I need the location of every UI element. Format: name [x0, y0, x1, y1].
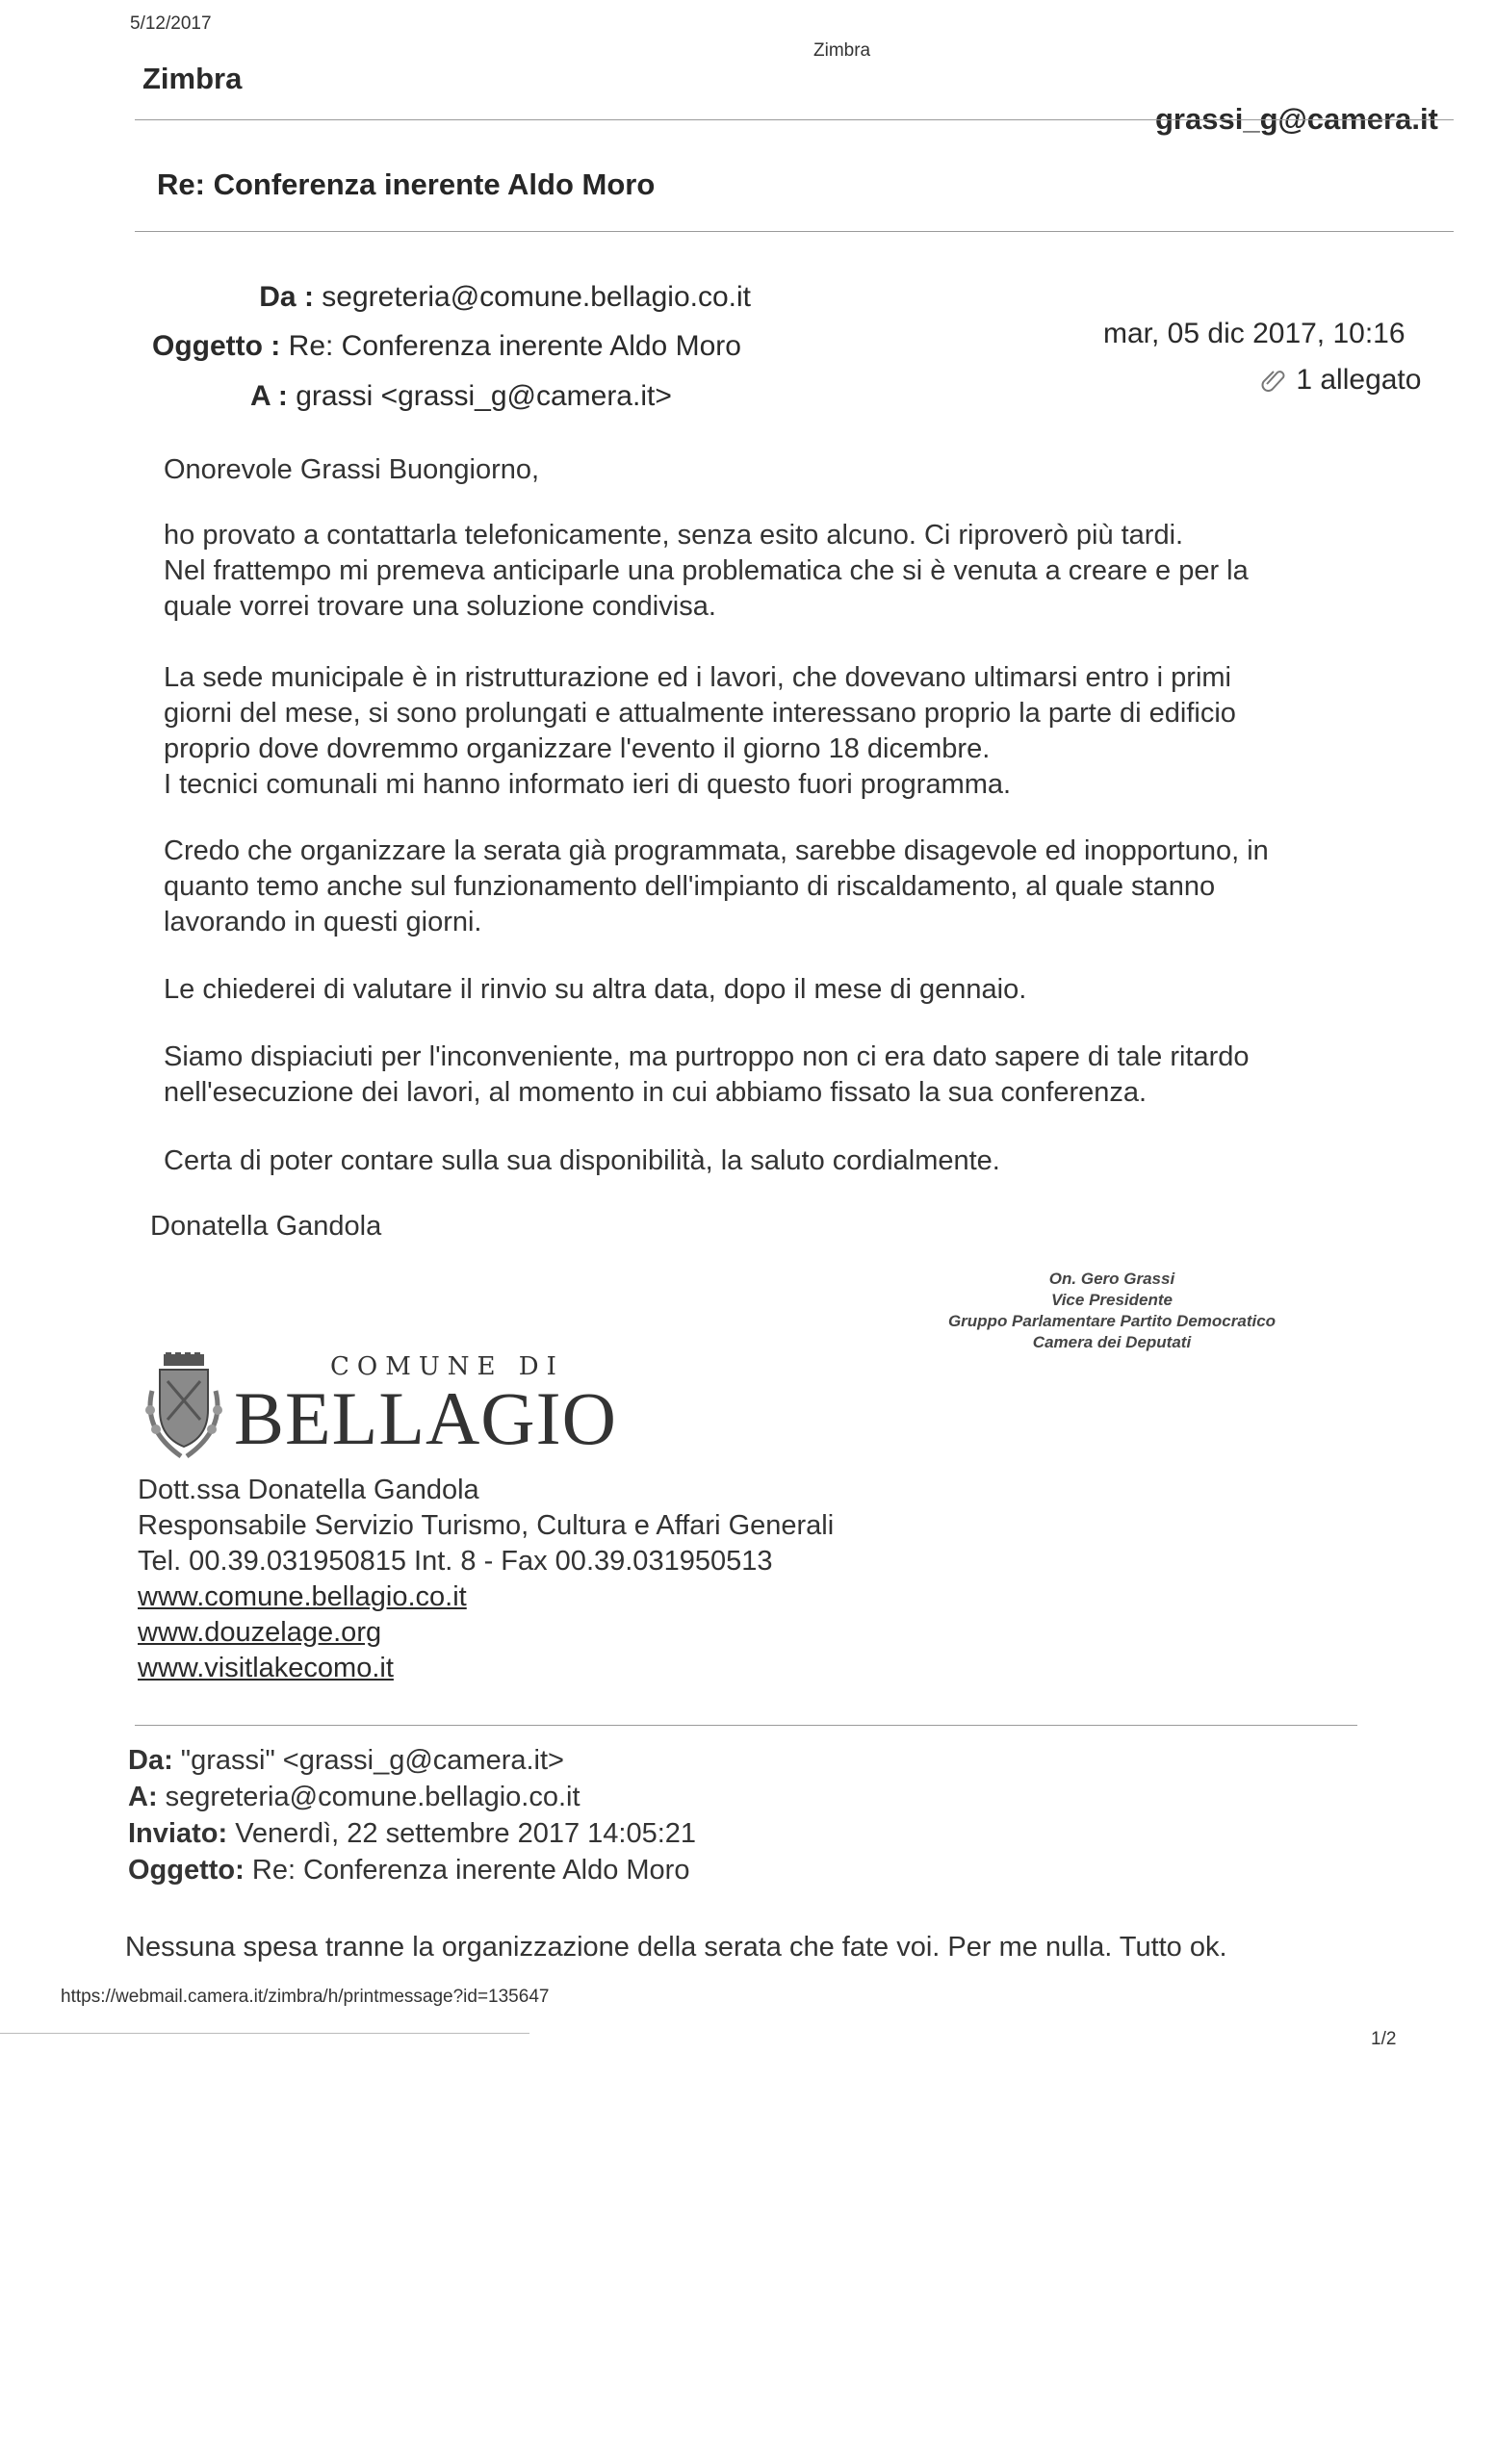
paragraph-line: Siamo dispiaciuti per l'inconveniente, ma purtroppo non ci era dato sapere di tale ritardo	[164, 1041, 1250, 1072]
logo-comune-di: COMUNE DI	[330, 1352, 564, 1381]
paragraph-line: quanto temo anche sul funzionamento dell'impianto di riscaldamento, al quale stanno	[164, 871, 1216, 902]
stamp-line: Vice Presidente	[1051, 1291, 1173, 1309]
paragraph-line: quale vorrei trovare una soluzione condivisa.	[164, 591, 716, 622]
print-date: 5/12/2017	[130, 13, 212, 34]
link-visitlakecomo[interactable]: www.visitlakecomo.it	[138, 1653, 394, 1683]
paragraph-line: La sede municipale è in ristrutturazione ed i lavori, che dovevano ultimarsi entro i primi	[164, 662, 1231, 693]
stamp-line: Camera dei Deputati	[1032, 1333, 1192, 1351]
quoted-subject-value: Re: Conferenza inerente Aldo Moro	[251, 1855, 690, 1886]
paragraph-line: Le chiederei di valutare il rinvio su altra data, dopo il mese di gennaio.	[164, 974, 1027, 1005]
logo-bellagio: BELLAGIO	[234, 1376, 617, 1460]
quoted-sent-label: Inviato:	[128, 1818, 228, 1849]
quoted-subject-label: Oggetto:	[128, 1855, 245, 1886]
quoted-to-label: A:	[128, 1782, 158, 1812]
signature-phone: Tel. 00.39.031950815 Int. 8 - Fax 00.39.031950513	[138, 1546, 773, 1577]
message-subject: Re: Conferenza inerente Aldo Moro	[157, 167, 656, 201]
app-name: Zimbra	[142, 62, 243, 95]
page-number: 1/2	[1371, 2029, 1397, 2049]
attachment-count: 1 allegato	[1296, 364, 1422, 396]
paragraph-4	[164, 972, 1348, 1008]
print-url: https://webmail.camera.it/zimbra/h/printmessage?id=135647	[61, 1987, 550, 2007]
quoted-to-value: segreteria@comune.bellagio.co.it	[165, 1782, 580, 1812]
quoted-sent-row	[128, 1815, 696, 1852]
header-divider	[135, 119, 1454, 120]
paragraph-line: ho provato a contattarla telefonicamente, senza esito alcuno. Ci riproverò più tardi.	[164, 520, 1184, 551]
link-comune-bellagio[interactable]: www.comune.bellagio.co.it	[138, 1581, 467, 1612]
greeting-text: Onorevole Grassi Buongiorno,	[164, 454, 540, 485]
quote-divider	[135, 1725, 1357, 1726]
parliament-stamp	[886, 1269, 1338, 1353]
signoff-name: Donatella Gandola	[150, 1211, 382, 1242]
paragraph-line: Certa di poter contare sulla sua disponibilità, la saluto cordialmente.	[164, 1145, 1000, 1176]
from-label: Da :	[259, 281, 314, 313]
stamp-line: On. Gero Grassi	[1048, 1270, 1175, 1288]
account-address: grassi_g@camera.it	[1155, 102, 1438, 136]
quoted-from-value: "grassi" <grassi_g@camera.it>	[180, 1745, 564, 1776]
paragraph-line: I tecnici comunali mi hanno informato ieri di questo fuori programma.	[164, 769, 1012, 800]
paragraph-line: lavorando in questi giorni.	[164, 907, 482, 937]
from-row	[259, 281, 751, 314]
signature-role: Responsabile Servizio Turismo, Cultura e Affari Generali	[138, 1510, 835, 1541]
to-value: grassi <grassi_g@camera.it>	[296, 380, 672, 412]
paragraph-5	[164, 1040, 1348, 1111]
paragraph-2	[164, 660, 1348, 803]
subject-label: Oggetto :	[152, 330, 281, 362]
subject-value: Re: Conferenza inerente Aldo Moro	[288, 330, 741, 362]
quoted-from-row	[128, 1742, 696, 1779]
quoted-subject-row	[128, 1852, 696, 1888]
to-row	[250, 380, 672, 413]
paragraph-1	[164, 518, 1348, 625]
attachment-row[interactable]	[1261, 364, 1421, 397]
greeting	[164, 452, 1348, 488]
quoted-to-row	[128, 1779, 696, 1815]
paragraph-line: nell'esecuzione dei lavori, al momento in cui abbiamo fissato la sua conferenza.	[164, 1077, 1148, 1108]
paragraph-line: Credo che organizzare la serata già programmata, sarebbe disagevole ed inopportuno, in	[164, 835, 1269, 866]
signoff	[150, 1209, 1334, 1245]
quoted-headers	[128, 1742, 696, 1888]
quoted-body: Nessuna spesa tranne la organizzazione della serata che fate voi. Per me nulla. Tutto ok.	[125, 1932, 1227, 1963]
comune-bellagio-logo	[142, 1352, 617, 1468]
signature-block	[138, 1473, 834, 1686]
paragraph-6	[164, 1143, 1348, 1179]
paragraph-line: Nel frattempo mi premeva anticiparle una problematica che si è venuta a creare e per la	[164, 555, 1249, 586]
paragraph-3	[164, 834, 1348, 940]
link-douzelage[interactable]: www.douzelage.org	[138, 1617, 382, 1648]
footer-divider	[0, 2033, 529, 2034]
paperclip-icon	[1261, 364, 1296, 396]
subject-divider	[135, 231, 1454, 232]
paragraph-line: proprio dove dovremmo organizzare l'evento il giorno 18 dicembre.	[164, 733, 991, 764]
signature-name: Dott.ssa Donatella Gandola	[138, 1475, 479, 1505]
to-label: A :	[250, 380, 288, 412]
stamp-line: Gruppo Parlamentare Partito Democratico	[947, 1312, 1277, 1330]
quoted-sent-value: Venerdì, 22 settembre 2017 14:05:21	[235, 1818, 697, 1849]
quoted-from-label: Da:	[128, 1745, 173, 1776]
from-value: segreteria@comune.bellagio.co.it	[322, 281, 751, 313]
paragraph-line: giorni del mese, si sono prolungati e attualmente interessano proprio la parte di edificio	[164, 698, 1236, 729]
subject-row	[152, 330, 741, 363]
print-center-title: Zimbra	[813, 40, 871, 61]
message-date: mar, 05 dic 2017, 10:16	[1103, 318, 1406, 349]
